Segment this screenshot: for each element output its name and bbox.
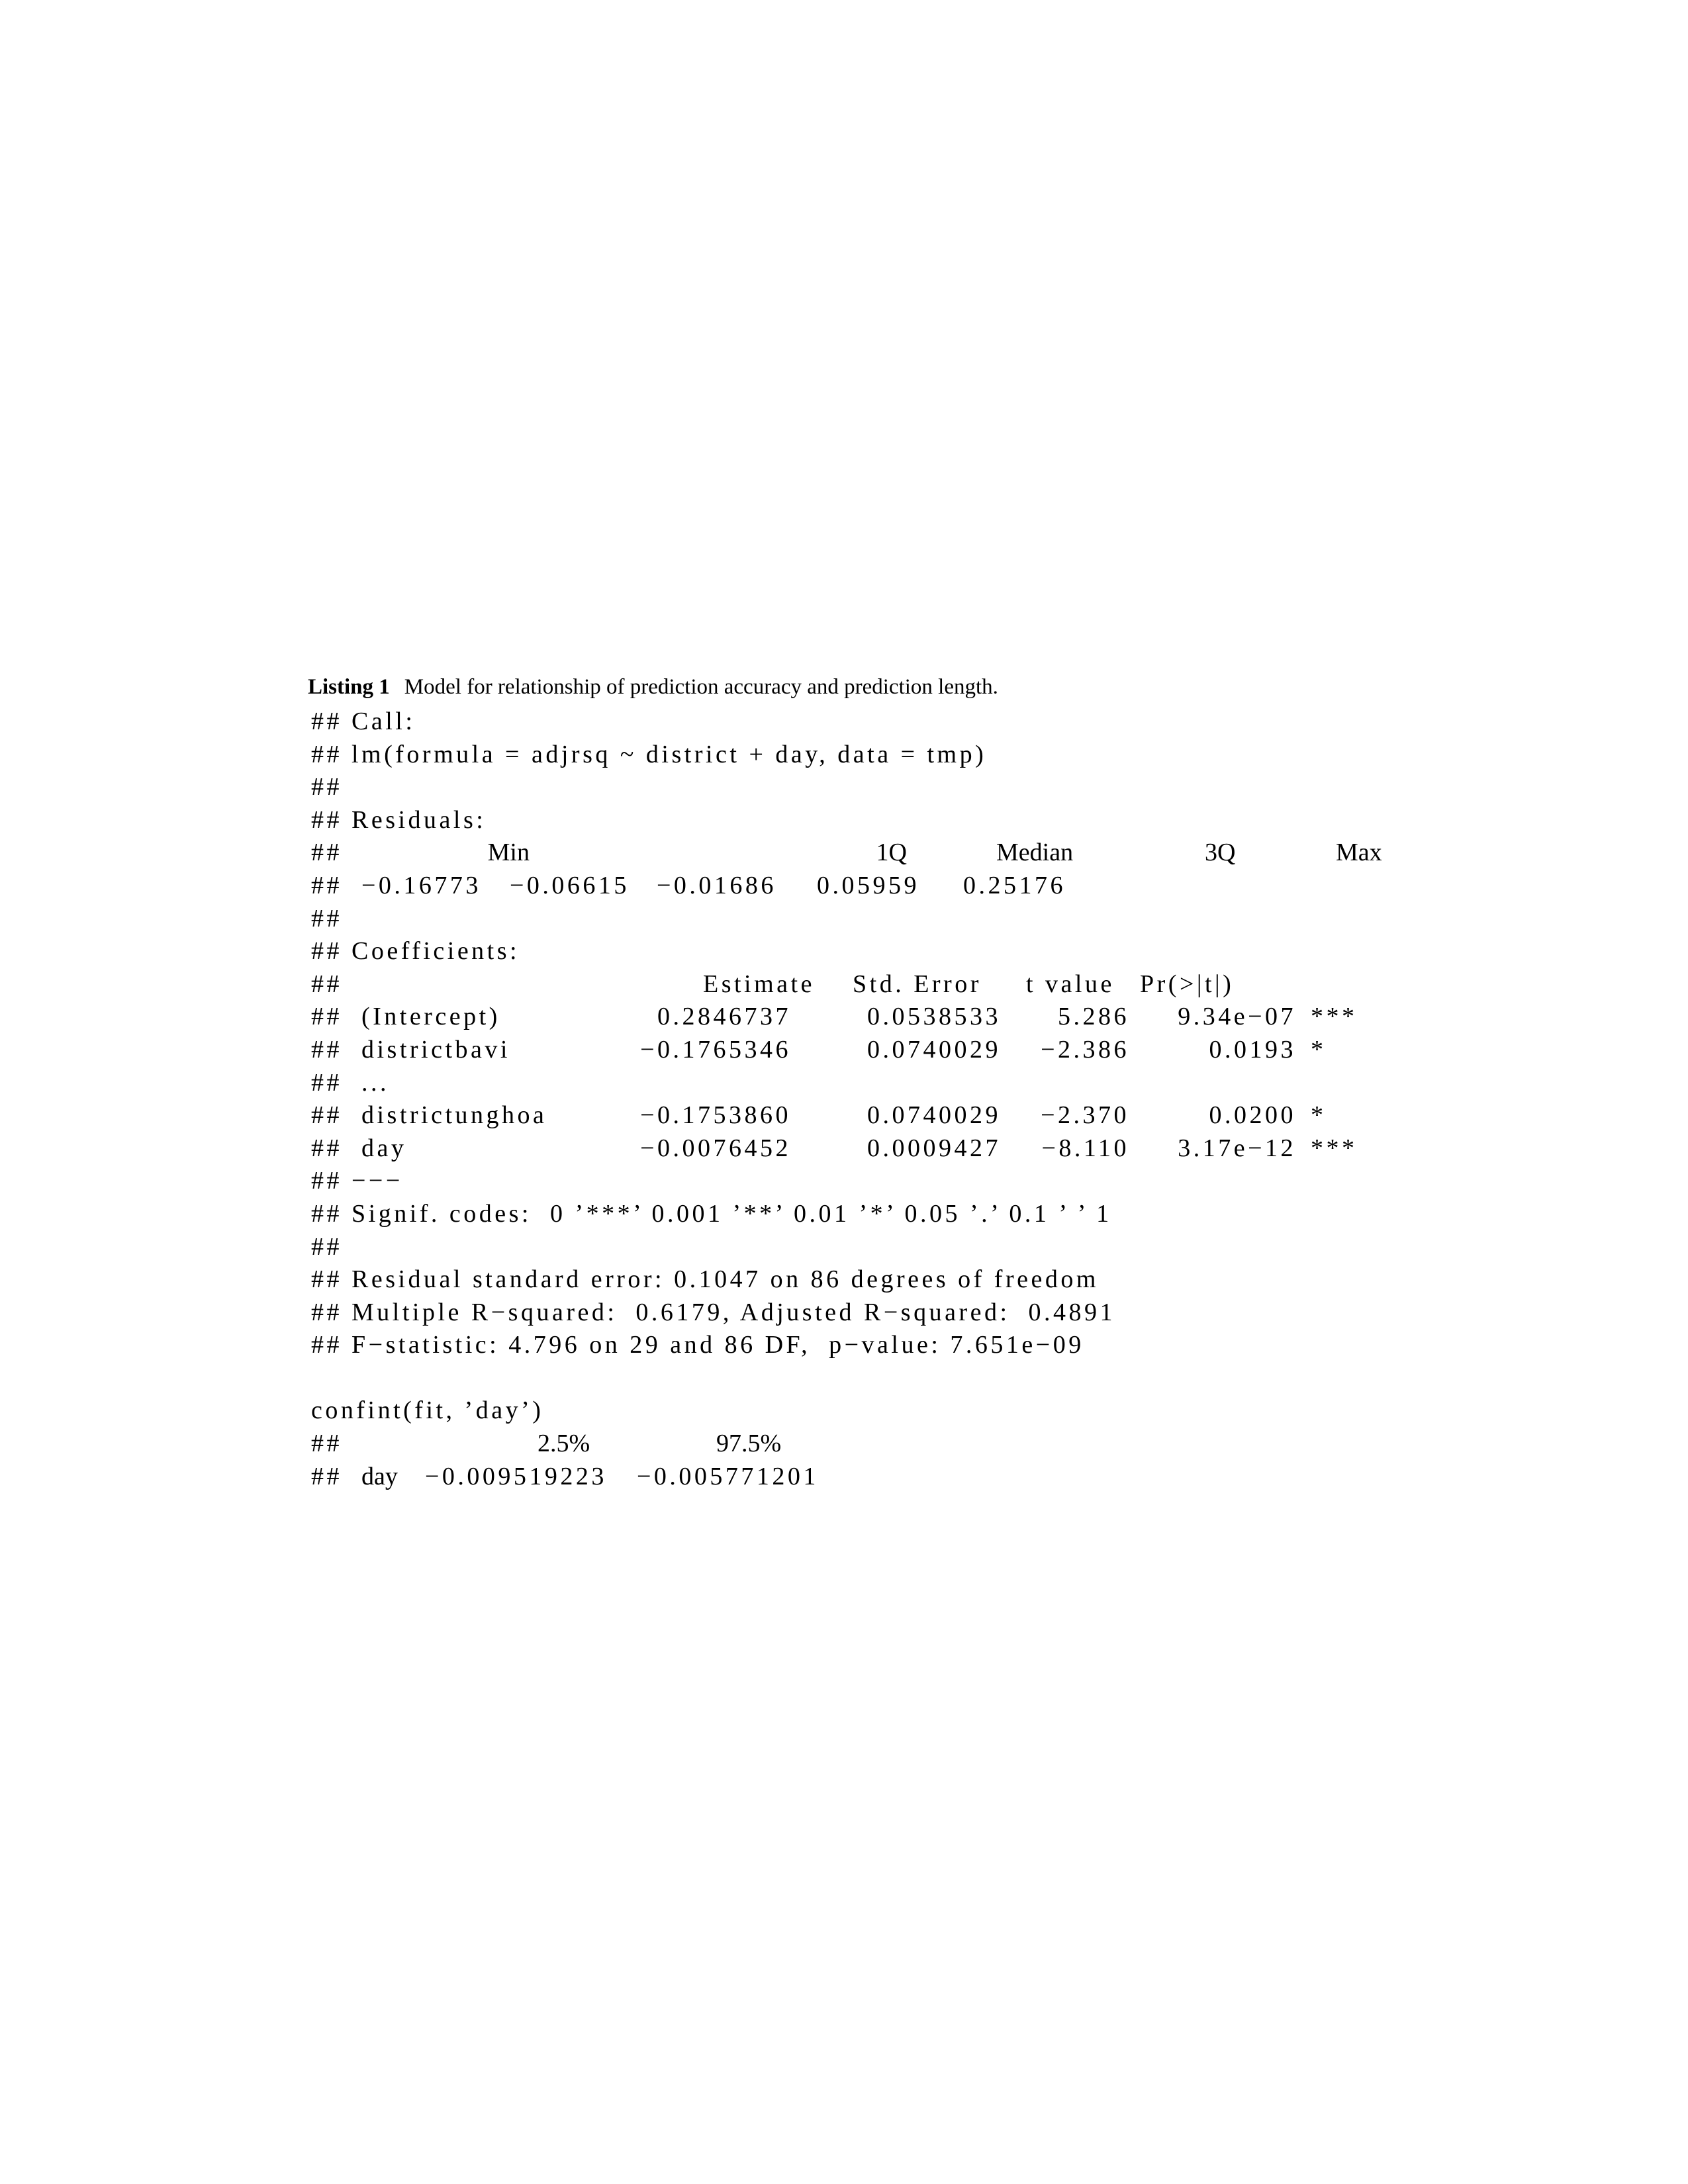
call-header-line: ## Call:	[311, 707, 416, 735]
coef-header-std-error: Std. Error	[853, 970, 982, 998]
coef-row-signif: *	[1311, 1035, 1327, 1064]
coef-header-p-value: Pr(>|t|)	[1140, 970, 1235, 998]
coef-row-p-value: 0.0193	[1209, 1035, 1296, 1064]
blank-comment-line: ##	[311, 773, 342, 801]
residuals-labels-line	[311, 837, 1403, 870]
line-prefix: ##	[311, 970, 342, 998]
coef-row-name: districtbavi	[361, 1035, 510, 1064]
r-squared-line: ## Multiple R−squared: 0.6179, Adjusted R−squared: 0.4891	[311, 1298, 1116, 1326]
confint-row-line	[311, 1461, 1403, 1494]
line-prefix: ##	[311, 1003, 342, 1031]
confint-header-line	[311, 1428, 1403, 1461]
signif-codes-line: ## Signif. codes: 0 ’***’ 0.001 ’**’ 0.01 ’*’ 0.05 ’.’ 0.1 ’ ’ 1	[311, 1199, 1112, 1228]
residuals-value-min: −0.16773	[361, 871, 481, 899]
blank-comment-line: ##	[311, 1232, 342, 1261]
line-prefix: ##	[311, 1035, 342, 1064]
confint-header-lower: 2.5%	[538, 1430, 590, 1458]
line-prefix: ##	[311, 1462, 342, 1490]
coef-row	[311, 1034, 1403, 1067]
listing-caption-label: Listing 1	[308, 675, 390, 699]
blank-line	[311, 1362, 1403, 1395]
coef-row-std-error: 0.0538533	[867, 1003, 1001, 1031]
residuals-label-min: Min	[487, 839, 530, 867]
coef-row-name: day	[361, 1134, 407, 1162]
coef-row-t-value: −2.386	[1041, 1035, 1129, 1064]
separator-line: ## −−−	[311, 1167, 403, 1195]
coef-row-name: (Intercept)	[361, 1003, 500, 1031]
call-formula-line: ## lm(formula = adjrsq ~ district + day, data = tmp)	[311, 740, 987, 768]
line-prefix: ##	[311, 1068, 342, 1097]
coef-row-name: ...	[361, 1068, 389, 1097]
confint-row-upper: −0.005771201	[637, 1462, 819, 1490]
listing-caption-text: Model for relationship of prediction accuracy and prediction length.	[404, 675, 998, 699]
residuals-value-max: 0.25176	[963, 871, 1066, 899]
coefficients-header-line: ## Coefficients:	[311, 937, 520, 966]
confint-header-upper: 97.5%	[716, 1430, 782, 1458]
coef-row-signif: ***	[1311, 1134, 1358, 1162]
residuals-value-median: −0.01686	[657, 871, 776, 899]
coef-estimate-value: −0.1753860	[640, 1101, 791, 1130]
coef-row-std-error: 0.0740029	[867, 1035, 1001, 1064]
coef-row-std-error: 0.0009427	[867, 1134, 1001, 1162]
confint-row-lower: −0.009519223	[425, 1462, 607, 1490]
f-statistic-line: ## F−statistic: 4.796 on 29 and 86 DF, p−value: 7.651e−09	[311, 1331, 1084, 1359]
coef-row-ellipsis	[311, 1067, 1403, 1100]
coef-row-p-value: 0.0200	[1209, 1101, 1296, 1130]
residuals-label-max: Max	[1336, 839, 1382, 867]
coef-row-p-value: 9.34e−07	[1178, 1003, 1296, 1031]
residuals-header-line: ## Residuals:	[311, 805, 487, 834]
confint-call-line: confint(fit, ’day’)	[311, 1396, 544, 1425]
line-prefix: ##	[311, 1134, 342, 1162]
code-listing	[311, 705, 1403, 1493]
residuals-value-3q: 0.05959	[817, 871, 919, 899]
residual-standard-error-line: ## Residual standard error: 0.1047 on 86 degrees of freedom	[311, 1265, 1099, 1294]
coef-row	[311, 1132, 1403, 1165]
line-prefix: ##	[311, 1430, 342, 1458]
coef-row-signif: ***	[1311, 1003, 1358, 1031]
coef-estimate-value: −0.1765346	[640, 1035, 791, 1064]
residuals-label-median: Median	[996, 839, 1074, 867]
blank-comment-line: ##	[311, 904, 342, 933]
coef-header-t-value: t value	[1026, 970, 1115, 998]
coef-row	[311, 1001, 1403, 1034]
coef-row-name: districtunghoa	[361, 1101, 547, 1130]
line-prefix: ##	[311, 839, 342, 867]
coef-row-t-value: −2.370	[1041, 1101, 1129, 1130]
coef-row	[311, 1099, 1403, 1132]
residuals-label-1q: 1Q	[876, 839, 907, 867]
listing-caption	[308, 672, 998, 702]
line-prefix: ##	[311, 871, 342, 899]
coef-row-signif: *	[1311, 1101, 1327, 1130]
coef-row-std-error: 0.0740029	[867, 1101, 1001, 1130]
coef-estimate-value: 0.2846737	[657, 1003, 791, 1031]
coef-header-estimate: Estimate	[703, 970, 815, 998]
coef-row-p-value: 3.17e−12	[1178, 1134, 1296, 1162]
residuals-values-line	[311, 870, 1403, 903]
coef-estimate-value: −0.0076452	[640, 1134, 791, 1162]
coef-row-t-value: 5.286	[1058, 1003, 1129, 1031]
coef-table-header-line	[311, 968, 1403, 1001]
coef-row-t-value: −8.110	[1041, 1134, 1129, 1162]
confint-row-name: day	[361, 1462, 398, 1490]
residuals-value-1q: −0.06615	[510, 871, 630, 899]
line-prefix: ##	[311, 1101, 342, 1130]
residuals-label-3q: 3Q	[1205, 839, 1236, 867]
